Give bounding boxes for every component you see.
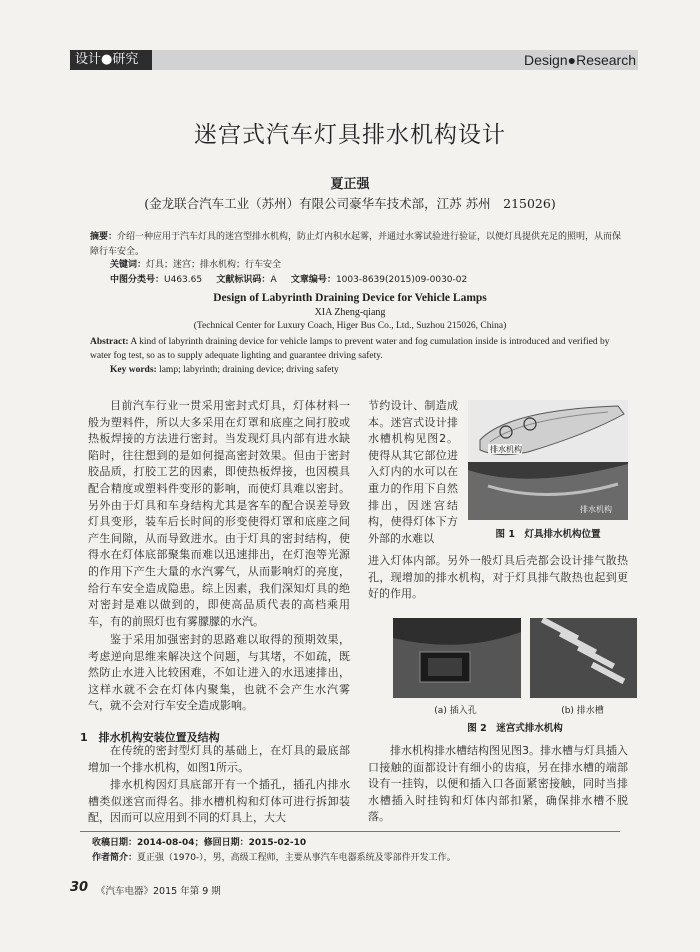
english-title: Design of Labyrinth Draining Device for Vehicle Lamps: [213, 292, 487, 304]
abstract-cn-label: 摘要：: [90, 232, 118, 242]
english-author: XIA Zheng-qiang: [314, 307, 386, 318]
body-paragraph-4: 排水机构因灯具底部开有一个插孔，插孔内排水槽类似迷宫而得名。排水槽机构和灯体可进行拆卸装配，因而可以应用到不同的灯具上，大大: [88, 778, 350, 825]
author-bio-text: 夏正强（1970-），男，高级工程师，主要从事汽车电器系统及零部件开发工作。: [137, 853, 456, 863]
classification: [110, 273, 630, 288]
body-paragraph-7: 排水机构排水槽结构图见图3。排水槽与灯具插入口接触的面都设计有细小的齿痕，另在排水槽的端部设有一挂钩，以便和插入口各面紧密接触，同时当排水槽插入时挂钩和灯体内部扣紧，确保排水槽不脱落。: [368, 744, 628, 824]
figure-1-label-bottom: 排水机构: [580, 505, 612, 514]
figure-2-caption: 图 2 迷宫式排水机构: [467, 723, 563, 734]
clc-value: U463.65: [164, 275, 203, 285]
figure-1-lamp-image: [468, 400, 628, 520]
body-paragraph-5: 节约设计、制造成本。迷宫式设计排水槽机构见图2。使得从其它部位进入灯内的水可以在重力的作用下自然排出，因迷宫结构，使得灯体下方外部的水难以: [368, 399, 458, 545]
author: 夏正强: [330, 177, 370, 192]
section-label-en: Design●Research: [524, 52, 636, 68]
english-abstract-text: A kind of labyrinth draining device for vehicle lamps to prevent water and fog cumulation inside is introduced and verified by water fog test, so as to supply adequate lighting and guarantee driving safety.: [90, 337, 610, 361]
body-paragraph-2: 鉴于采用加强密封的思路难以取得的预期效果，考虑逆向思维来解决这个问题，与其堵，不如疏，既然防止水进入比较困难，不如让进入的水迅速排出，这样水就不会在灯体内聚集，也就不会产生水汽雾气，就不会对行车安全造成影响。: [88, 633, 350, 713]
figure-2b-label: (b) 排水槽: [561, 706, 604, 716]
figure-2-image: [390, 618, 640, 698]
doc-label: 文献标识码：: [216, 275, 271, 285]
art-label: 文章编号：: [290, 275, 336, 285]
page-title: 迷宫式汽车灯具排水机构设计: [194, 122, 506, 148]
doc-value: A: [270, 275, 277, 285]
english-abstract-label: Abstract:: [90, 337, 129, 347]
english-affiliation: (Technical Center for Luxury Coach, Higer Bus Co., Ltd., Suzhou 215026, China): [193, 321, 507, 331]
abstract-cn-text: 介绍一种应用于汽车灯具的迷宫型排水机构，防止灯内积水起雾，并通过水雾试验进行验证，以便灯具提供充足的照明，从而保障行车安全。: [90, 232, 622, 257]
figure-1-label-top: 排水机构: [490, 445, 522, 454]
section-label: 设计●研究: [70, 50, 152, 70]
figure-1-caption: 图 1 灯具排水机构位置: [495, 529, 601, 540]
author-bio-label: 作者简介：: [92, 853, 138, 863]
english-keywords-text: lamp; labyrinth; draining device; driving safety: [159, 365, 339, 375]
body-paragraph-3: 在传统的密封型灯具的基础上，在灯具的最底部增加一个排水机构，如图1所示。: [88, 744, 350, 774]
abstract-cn: [90, 230, 625, 260]
keywords-cn-label: 关键词：: [110, 260, 147, 270]
journal-name: 《汽车电器》2015 年第 9 期: [96, 886, 221, 897]
english-abstract: [90, 335, 625, 363]
affiliation: (金龙联合汽车工业（苏州）有限公司豪华车技术部，江苏 苏州 215026): [144, 196, 556, 211]
body-paragraph-6: 进入灯体内部。另外一般灯具后壳都会设计排气散热孔，现增加的排水机构，对于灯具排气散热也起到更好的作用。: [368, 554, 628, 601]
art-value: 1003-8639(2015)09-0030-02: [335, 275, 468, 285]
received-dates: 收稿日期：2014-08-04；修回日期：2015-02-10: [92, 838, 307, 848]
footer-divider: [80, 831, 620, 832]
clc-label: 中图分类号：: [110, 275, 165, 285]
figure-2a-label: (a) 插入孔: [434, 706, 477, 716]
english-keywords-label: Key words:: [110, 365, 157, 375]
body-paragraph-1: 目前汽车行业一贯采用密封式灯具，灯体材料一般为塑料件，所以大多采用在灯罩和底座之间打胶或热板焊接的方法进行密封。当发现灯具内部有进水缺陷时，往往想到的是如何提高密封效果。但由于密封胶品质，打胶工艺的因素，即使热板焊接，也因模具配合精度或塑料件变形的影响，而使灯具难以密封。另外由于灯具和车身结构尤其是客车的配合误差导致灯具变形，装车后长时间的形变使得灯罩和底座之间产生间隙，从而导致进水。由于灯具的密封结构，使得水在灯体底部聚集而难以迅速排出，在灯泡等光源的作用下产生大量的水汽雾气，从而影响灯的亮度，给行车安全造成隐患。综上因素，我们深知灯具的绝对密封是难以做到的，即使高品质代表的高档乘用车，有的前照灯也有雾朦朦的水汽。: [88, 399, 350, 628]
keywords-cn: [110, 258, 281, 273]
english-keywords: [110, 363, 339, 377]
page-number: 30: [70, 880, 89, 895]
section-heading-1: 1 排水机构安装位置及结构: [80, 731, 220, 744]
keywords-cn-text: 灯具；迷宫；排水机构；行车安全: [146, 260, 282, 270]
author-bio: [92, 850, 456, 863]
